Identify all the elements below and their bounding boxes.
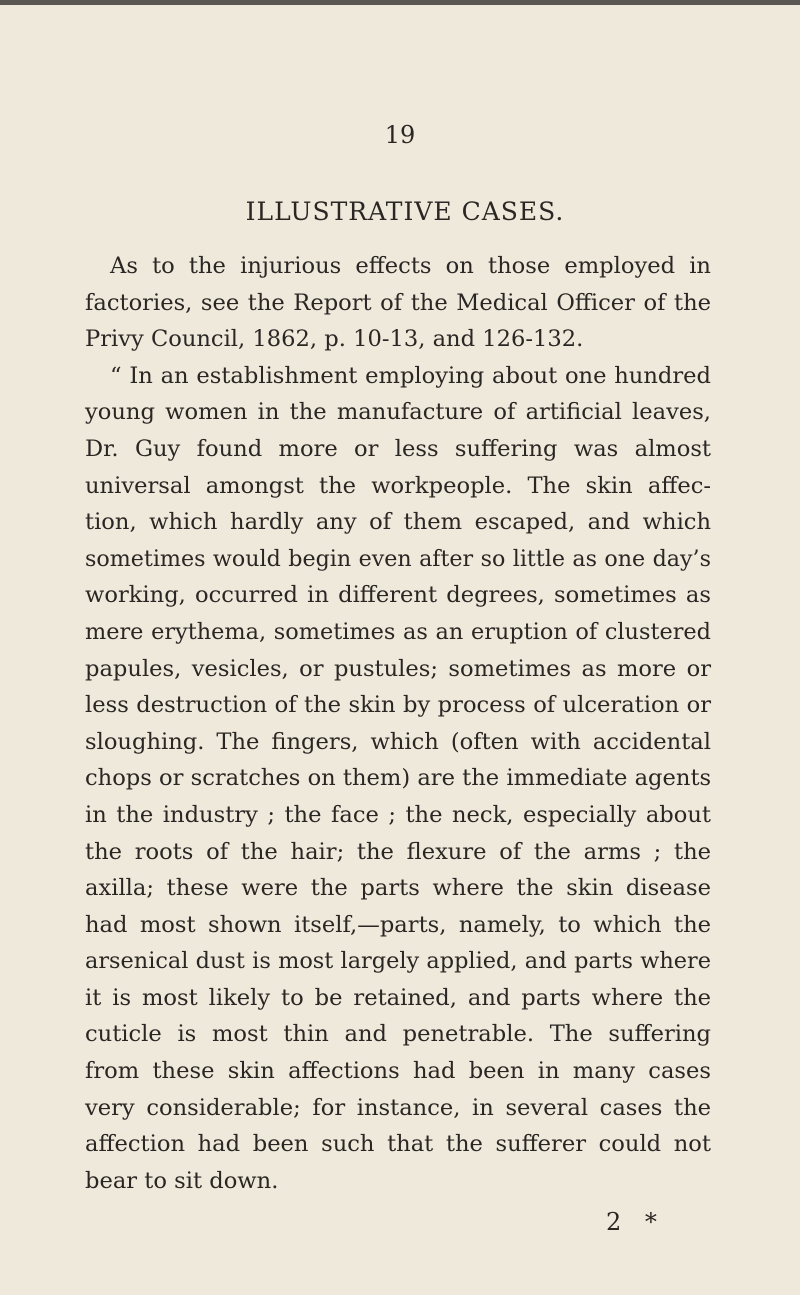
text-line: Dr. Guy found more or less suffering was almost — [85, 435, 711, 462]
text-line: working, occurred in different degrees, sometimes as — [85, 582, 711, 609]
text-line: papules, vesicles, or pustules; sometimes as more or — [85, 655, 711, 682]
text-line: in the industry ; the face ; the neck, especially about — [85, 801, 711, 828]
text-line: it is most likely to be retained, and parts where the — [85, 984, 711, 1011]
text-line: very considerable; for instance, in several cases the — [85, 1094, 711, 1121]
text-line: sloughing. The fingers, which (often with accidental — [85, 728, 711, 755]
section-heading: ILLUSTRATIVE CASES. — [245, 197, 565, 226]
text-line: As to the injurious effects on those employed in — [110, 253, 711, 279]
text-line: bear to sit down. — [85, 1167, 279, 1194]
page-number: 19 — [384, 121, 416, 149]
body-paragraphs — [85, 248, 711, 1199]
text-line: Privy Council, 1862, p. 10-13, and 126-132. — [85, 326, 584, 353]
text-line: universal amongst the workpeople. The skin affec- — [85, 472, 711, 499]
text-line: mere erythema, sometimes as an eruption of clustered — [85, 618, 711, 645]
text-line: from these skin affections had been in many cases — [85, 1058, 711, 1085]
text-line: factories, see the Report of the Medical Officer of the — [85, 289, 711, 316]
text-line: the roots of the hair; the flexure of the arms ; the — [85, 838, 711, 865]
text-line: less destruction of the skin by process of ulceration or — [85, 692, 711, 719]
text-line: “ In an establishment employing about one hundred — [110, 362, 711, 389]
text-line: sometimes would begin even after so little as one day’s — [85, 545, 711, 572]
text-line: had most shown itself,—parts, namely, to which the — [85, 911, 711, 938]
text-line: young women in the manufacture of artificial leaves, — [85, 399, 711, 426]
text-line: chops or scratches on them) are the immediate agents — [85, 765, 712, 792]
text-line: arsenical dust is most largely applied, and parts where — [85, 948, 711, 975]
signature-mark: 2 * — [606, 1208, 665, 1236]
text-line: tion, which hardly any of them escaped, and which — [85, 509, 711, 536]
text-line: affection had been such that the sufferer could not — [85, 1131, 711, 1158]
text-line: cuticle is most thin and penetrable. The suffering — [85, 1021, 711, 1048]
text-line: axilla; these were the parts where the skin disease — [85, 875, 711, 902]
